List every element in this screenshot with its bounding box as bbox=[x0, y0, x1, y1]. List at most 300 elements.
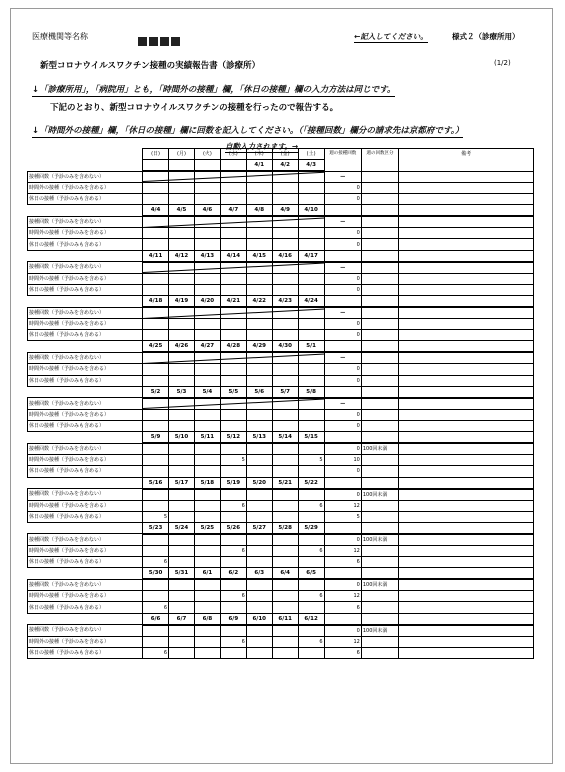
vaccination-cell[interactable] bbox=[194, 307, 220, 319]
overtime-cell[interactable] bbox=[298, 182, 324, 193]
date-row-spacer bbox=[28, 341, 143, 353]
remarks-cell[interactable] bbox=[399, 647, 534, 658]
overtime-cell[interactable] bbox=[143, 319, 169, 330]
vaccination-cell[interactable] bbox=[272, 489, 298, 501]
remarks-cell[interactable] bbox=[399, 273, 534, 284]
overtime-cell[interactable] bbox=[272, 273, 298, 284]
vaccination-cell[interactable] bbox=[169, 443, 195, 455]
date-row-spacer bbox=[28, 386, 143, 398]
remarks-cell[interactable] bbox=[399, 557, 534, 568]
holiday-cell[interactable] bbox=[143, 420, 169, 431]
holiday-cell[interactable] bbox=[298, 194, 324, 205]
holiday-cell[interactable] bbox=[246, 375, 272, 386]
remarks-cell[interactable] bbox=[399, 545, 534, 556]
vaccination-cell[interactable] bbox=[246, 625, 272, 637]
holiday-cell[interactable]: 6 bbox=[143, 647, 169, 658]
overtime-cell[interactable] bbox=[220, 364, 246, 375]
date-cell: 4/29 bbox=[246, 341, 272, 353]
holiday-cell[interactable] bbox=[298, 466, 324, 477]
holiday-cell[interactable] bbox=[246, 511, 272, 522]
vaccination-cell[interactable] bbox=[246, 398, 272, 410]
date-row-spacer bbox=[28, 296, 143, 308]
holiday-cell[interactable] bbox=[169, 375, 195, 386]
remarks-cell[interactable] bbox=[399, 375, 534, 386]
overtime-cell[interactable]: 6 bbox=[220, 545, 246, 556]
remarks-cell[interactable] bbox=[399, 216, 534, 228]
remarks-cell[interactable] bbox=[399, 171, 534, 182]
remarks-cell[interactable] bbox=[399, 489, 534, 501]
remarks-cell[interactable] bbox=[399, 352, 534, 364]
class-blank bbox=[361, 455, 398, 466]
overtime-cell[interactable] bbox=[169, 273, 195, 284]
holiday-cell[interactable] bbox=[272, 466, 298, 477]
overtime-cell[interactable] bbox=[194, 364, 220, 375]
overtime-cell[interactable] bbox=[246, 591, 272, 602]
row-label-holiday: 休日の接種（予診のみも含める） bbox=[28, 466, 143, 477]
holiday-cell[interactable] bbox=[169, 602, 195, 613]
overtime-cell[interactable] bbox=[246, 455, 272, 466]
holiday-cell[interactable] bbox=[194, 239, 220, 250]
overtime-cell[interactable]: 6 bbox=[298, 636, 324, 647]
vaccination-cell[interactable] bbox=[194, 579, 220, 591]
holiday-cell[interactable] bbox=[220, 239, 246, 250]
vaccination-cell[interactable] bbox=[194, 625, 220, 637]
holiday-cell[interactable] bbox=[246, 557, 272, 568]
vaccination-cell[interactable] bbox=[298, 489, 324, 501]
holiday-cell[interactable] bbox=[246, 647, 272, 658]
overtime-cell[interactable] bbox=[272, 364, 298, 375]
vaccination-cell[interactable] bbox=[246, 443, 272, 455]
holiday-cell[interactable] bbox=[298, 511, 324, 522]
date-row-blank bbox=[324, 296, 361, 308]
vaccination-cell[interactable] bbox=[220, 534, 246, 546]
holiday-cell[interactable] bbox=[220, 284, 246, 295]
class-blank bbox=[361, 330, 398, 341]
overtime-cell[interactable] bbox=[169, 591, 195, 602]
class-blank bbox=[361, 466, 398, 477]
date-row-blank bbox=[324, 522, 361, 534]
date-cell: 4/5 bbox=[169, 205, 195, 217]
overtime-cell[interactable]: 6 bbox=[220, 500, 246, 511]
remarks-cell[interactable] bbox=[399, 602, 534, 613]
holiday-cell[interactable] bbox=[298, 420, 324, 431]
overtime-cell[interactable] bbox=[272, 182, 298, 193]
holiday-cell[interactable] bbox=[169, 194, 195, 205]
vaccination-cell[interactable] bbox=[272, 216, 298, 228]
holiday-cell[interactable] bbox=[272, 511, 298, 522]
date-cell: 4/9 bbox=[272, 205, 298, 217]
holiday-cell[interactable] bbox=[169, 511, 195, 522]
holiday-cell[interactable]: 6 bbox=[143, 557, 169, 568]
overtime-cell[interactable] bbox=[143, 591, 169, 602]
overtime-cell[interactable] bbox=[169, 409, 195, 420]
vaccination-cell[interactable] bbox=[246, 579, 272, 591]
overtime-cell[interactable] bbox=[169, 182, 195, 193]
row-label-overtime: 時間外の接種（予診のみを含める） bbox=[28, 545, 143, 556]
weekly-vaccination-total: 0 bbox=[324, 625, 361, 637]
overtime-cell[interactable] bbox=[272, 591, 298, 602]
overtime-cell[interactable] bbox=[246, 182, 272, 193]
overtime-cell[interactable] bbox=[194, 500, 220, 511]
date-row-blank bbox=[399, 386, 534, 398]
overtime-cell[interactable] bbox=[169, 228, 195, 239]
date-cell: 5/28 bbox=[272, 522, 298, 534]
holiday-cell[interactable] bbox=[298, 284, 324, 295]
overtime-cell[interactable] bbox=[143, 545, 169, 556]
overtime-cell[interactable]: 5 bbox=[298, 455, 324, 466]
date-cell: 4/17 bbox=[298, 250, 324, 262]
overtime-cell[interactable] bbox=[194, 319, 220, 330]
class-blank bbox=[361, 647, 398, 658]
vaccination-cell[interactable] bbox=[169, 171, 195, 182]
holiday-cell[interactable] bbox=[169, 557, 195, 568]
remarks-cell[interactable] bbox=[399, 443, 534, 455]
remarks-cell[interactable] bbox=[399, 625, 534, 637]
holiday-cell[interactable]: 5 bbox=[143, 511, 169, 522]
holiday-cell[interactable] bbox=[169, 239, 195, 250]
vaccination-cell[interactable] bbox=[143, 489, 169, 501]
holiday-cell[interactable] bbox=[272, 194, 298, 205]
overtime-cell[interactable] bbox=[246, 500, 272, 511]
holiday-cell[interactable] bbox=[246, 602, 272, 613]
overtime-row bbox=[28, 409, 534, 420]
date-row-spacer bbox=[28, 250, 143, 262]
date-row-blank bbox=[399, 568, 534, 580]
date-cell: 5/19 bbox=[220, 477, 246, 489]
overtime-cell[interactable] bbox=[143, 500, 169, 511]
holiday-cell[interactable] bbox=[246, 420, 272, 431]
holiday-cell[interactable] bbox=[298, 330, 324, 341]
holiday-cell[interactable] bbox=[220, 602, 246, 613]
weekly-holiday-total: 0 bbox=[324, 330, 361, 341]
remarks-cell[interactable] bbox=[399, 398, 534, 410]
vaccination-cell[interactable] bbox=[169, 579, 195, 591]
vaccination-cell[interactable] bbox=[194, 443, 220, 455]
vaccination-cell[interactable] bbox=[272, 443, 298, 455]
vaccination-cell[interactable] bbox=[143, 625, 169, 637]
overtime-cell[interactable] bbox=[194, 228, 220, 239]
holiday-cell[interactable] bbox=[194, 284, 220, 295]
overtime-cell[interactable] bbox=[194, 545, 220, 556]
overtime-cell[interactable] bbox=[272, 409, 298, 420]
remarks-cell[interactable] bbox=[399, 579, 534, 591]
remarks-cell[interactable] bbox=[399, 511, 534, 522]
date-cell: 5/11 bbox=[194, 432, 220, 444]
class-blank bbox=[361, 500, 398, 511]
weekly-vaccination-total: — bbox=[324, 352, 361, 364]
overtime-cell[interactable] bbox=[169, 319, 195, 330]
date-cell: 4/22 bbox=[246, 296, 272, 308]
overtime-cell[interactable]: 6 bbox=[220, 591, 246, 602]
holiday-cell[interactable] bbox=[272, 375, 298, 386]
vaccination-cell[interactable] bbox=[298, 534, 324, 546]
holiday-cell[interactable] bbox=[298, 557, 324, 568]
date-cell: 5/5 bbox=[220, 386, 246, 398]
overtime-cell[interactable] bbox=[298, 228, 324, 239]
date-cell: 5/12 bbox=[220, 432, 246, 444]
holiday-row bbox=[28, 511, 534, 522]
date-cell: 4/11 bbox=[143, 250, 169, 262]
vaccination-cell[interactable] bbox=[194, 534, 220, 546]
overtime-cell[interactable] bbox=[246, 228, 272, 239]
overtime-cell[interactable] bbox=[246, 409, 272, 420]
holiday-cell[interactable] bbox=[272, 420, 298, 431]
overtime-cell[interactable] bbox=[272, 636, 298, 647]
vaccination-cell[interactable] bbox=[246, 171, 272, 182]
remarks-cell[interactable] bbox=[399, 534, 534, 546]
overtime-cell[interactable] bbox=[220, 228, 246, 239]
vaccination-cell[interactable] bbox=[272, 579, 298, 591]
overtime-cell[interactable] bbox=[272, 545, 298, 556]
overtime-cell[interactable] bbox=[143, 273, 169, 284]
holiday-cell[interactable] bbox=[194, 375, 220, 386]
vaccination-cell[interactable] bbox=[220, 625, 246, 637]
overtime-cell[interactable]: 6 bbox=[298, 591, 324, 602]
vaccination-cell[interactable] bbox=[272, 625, 298, 637]
date-cell: 5/16 bbox=[143, 477, 169, 489]
date-row-blank bbox=[399, 250, 534, 262]
remarks-cell[interactable] bbox=[399, 455, 534, 466]
holiday-cell[interactable] bbox=[246, 330, 272, 341]
holiday-cell[interactable] bbox=[272, 647, 298, 658]
overtime-cell[interactable] bbox=[169, 636, 195, 647]
holiday-cell[interactable]: 6 bbox=[143, 602, 169, 613]
remarks-cell[interactable] bbox=[399, 239, 534, 250]
vaccination-cell[interactable] bbox=[298, 579, 324, 591]
overtime-cell[interactable] bbox=[194, 455, 220, 466]
overtime-cell[interactable] bbox=[298, 364, 324, 375]
weekly-class bbox=[361, 398, 398, 410]
remarks-cell[interactable] bbox=[399, 182, 534, 193]
remarks-cell[interactable] bbox=[399, 307, 534, 319]
overtime-cell[interactable] bbox=[272, 455, 298, 466]
vaccination-cell[interactable] bbox=[194, 489, 220, 501]
overtime-cell[interactable] bbox=[220, 409, 246, 420]
date-cell: 6/1 bbox=[194, 568, 220, 580]
date-row-blank bbox=[324, 613, 361, 625]
overtime-cell[interactable] bbox=[194, 182, 220, 193]
holiday-cell[interactable] bbox=[169, 284, 195, 295]
overtime-cell[interactable] bbox=[143, 409, 169, 420]
holiday-cell[interactable] bbox=[220, 511, 246, 522]
vaccination-cell[interactable] bbox=[246, 534, 272, 546]
remarks-cell[interactable] bbox=[399, 330, 534, 341]
overtime-cell[interactable] bbox=[246, 273, 272, 284]
overtime-row bbox=[28, 545, 534, 556]
vaccination-row bbox=[28, 307, 534, 319]
page-number: (1/2) bbox=[494, 59, 511, 67]
row-label-overtime: 時間外の接種（予診のみを含める） bbox=[28, 319, 143, 330]
holiday-cell[interactable] bbox=[194, 466, 220, 477]
holiday-cell[interactable] bbox=[246, 466, 272, 477]
remarks-cell[interactable] bbox=[399, 500, 534, 511]
overtime-cell[interactable] bbox=[169, 455, 195, 466]
row-label-holiday: 休日の接種（予診のみも含める） bbox=[28, 194, 143, 205]
date-row-blank bbox=[361, 250, 398, 262]
holiday-cell[interactable] bbox=[143, 466, 169, 477]
overtime-cell[interactable]: 6 bbox=[298, 545, 324, 556]
overtime-cell[interactable] bbox=[298, 273, 324, 284]
weekday-4: (木) bbox=[246, 149, 272, 160]
vaccination-cell[interactable] bbox=[169, 398, 195, 410]
weekly-overtime-total: 12 bbox=[324, 545, 361, 556]
overtime-cell[interactable] bbox=[143, 636, 169, 647]
date-row-blank bbox=[361, 522, 398, 534]
overtime-cell[interactable] bbox=[143, 455, 169, 466]
vaccination-cell[interactable] bbox=[169, 625, 195, 637]
weekly-holiday-total: 0 bbox=[324, 284, 361, 295]
holiday-cell[interactable] bbox=[194, 194, 220, 205]
vaccination-cell[interactable] bbox=[272, 307, 298, 319]
holiday-cell[interactable] bbox=[298, 647, 324, 658]
overtime-cell[interactable] bbox=[246, 319, 272, 330]
holiday-cell[interactable] bbox=[246, 194, 272, 205]
remarks-cell[interactable] bbox=[399, 591, 534, 602]
form-label: 様式２（診療所用） bbox=[452, 32, 520, 41]
holiday-cell[interactable] bbox=[272, 284, 298, 295]
overtime-cell[interactable] bbox=[246, 636, 272, 647]
overtime-cell[interactable] bbox=[169, 364, 195, 375]
date-row bbox=[28, 613, 534, 625]
overtime-cell[interactable] bbox=[169, 545, 195, 556]
overtime-cell[interactable] bbox=[143, 228, 169, 239]
holiday-cell[interactable] bbox=[194, 647, 220, 658]
holiday-cell[interactable] bbox=[272, 330, 298, 341]
holiday-cell[interactable] bbox=[298, 602, 324, 613]
date-row bbox=[28, 250, 534, 262]
overtime-cell[interactable] bbox=[220, 182, 246, 193]
vaccination-cell[interactable] bbox=[220, 443, 246, 455]
report-table bbox=[27, 148, 534, 659]
overtime-cell[interactable] bbox=[143, 182, 169, 193]
overtime-cell[interactable] bbox=[143, 364, 169, 375]
date-cell: 6/8 bbox=[194, 613, 220, 625]
holiday-cell[interactable] bbox=[220, 330, 246, 341]
holiday-cell[interactable] bbox=[194, 511, 220, 522]
holiday-cell[interactable] bbox=[220, 194, 246, 205]
date-cell: 4/23 bbox=[272, 296, 298, 308]
holiday-cell[interactable] bbox=[143, 330, 169, 341]
remarks-cell[interactable] bbox=[399, 364, 534, 375]
remarks-cell[interactable] bbox=[399, 636, 534, 647]
remarks-cell[interactable] bbox=[399, 262, 534, 274]
vaccination-cell[interactable] bbox=[169, 534, 195, 546]
holiday-cell[interactable] bbox=[194, 602, 220, 613]
holiday-cell[interactable] bbox=[220, 375, 246, 386]
overtime-cell[interactable] bbox=[272, 319, 298, 330]
holiday-cell[interactable] bbox=[194, 557, 220, 568]
overtime-cell[interactable] bbox=[246, 364, 272, 375]
weekly-class: 100回未満 bbox=[361, 625, 398, 637]
holiday-cell[interactable] bbox=[298, 239, 324, 250]
vaccination-cell[interactable] bbox=[194, 216, 220, 228]
overtime-cell[interactable] bbox=[169, 500, 195, 511]
holiday-cell[interactable] bbox=[143, 284, 169, 295]
weekly-class: 100回未満 bbox=[361, 443, 398, 455]
overtime-cell[interactable] bbox=[272, 228, 298, 239]
holiday-cell[interactable] bbox=[272, 602, 298, 613]
holiday-cell[interactable] bbox=[169, 330, 195, 341]
date-cell: 4/26 bbox=[169, 341, 195, 353]
overtime-cell[interactable] bbox=[194, 273, 220, 284]
overtime-cell[interactable] bbox=[220, 319, 246, 330]
date-cell: 4/20 bbox=[194, 296, 220, 308]
date-cell: 5/10 bbox=[169, 432, 195, 444]
remarks-cell[interactable] bbox=[399, 420, 534, 431]
holiday-cell[interactable] bbox=[143, 375, 169, 386]
overtime-cell[interactable] bbox=[246, 545, 272, 556]
remarks-cell[interactable] bbox=[399, 409, 534, 420]
remarks-cell[interactable] bbox=[399, 194, 534, 205]
vaccination-cell[interactable] bbox=[220, 579, 246, 591]
vaccination-cell[interactable] bbox=[298, 443, 324, 455]
vaccination-cell[interactable] bbox=[220, 489, 246, 501]
holiday-cell[interactable] bbox=[169, 466, 195, 477]
holiday-cell[interactable] bbox=[246, 239, 272, 250]
overtime-cell[interactable] bbox=[298, 409, 324, 420]
holiday-cell[interactable] bbox=[194, 330, 220, 341]
vaccination-cell[interactable] bbox=[143, 579, 169, 591]
holiday-cell[interactable] bbox=[143, 239, 169, 250]
remarks-cell[interactable] bbox=[399, 319, 534, 330]
holiday-cell[interactable] bbox=[272, 239, 298, 250]
date-row-spacer bbox=[28, 205, 143, 217]
row-label-holiday: 休日の接種（予診のみも含める） bbox=[28, 647, 143, 658]
date-row-blank bbox=[399, 341, 534, 353]
remarks-cell[interactable] bbox=[399, 228, 534, 239]
weekly-vaccination-total: — bbox=[324, 262, 361, 274]
overtime-cell[interactable]: 6 bbox=[220, 636, 246, 647]
holiday-cell[interactable] bbox=[246, 284, 272, 295]
vaccination-cell[interactable] bbox=[272, 534, 298, 546]
remarks-cell[interactable] bbox=[399, 284, 534, 295]
holiday-cell[interactable] bbox=[169, 420, 195, 431]
holiday-cell[interactable] bbox=[220, 466, 246, 477]
holiday-cell[interactable] bbox=[220, 557, 246, 568]
remarks-cell[interactable] bbox=[399, 466, 534, 477]
holiday-cell[interactable] bbox=[220, 420, 246, 431]
vaccination-cell[interactable] bbox=[246, 489, 272, 501]
date-row-blank bbox=[361, 432, 398, 444]
weekday-3: (水) bbox=[220, 149, 246, 160]
holiday-cell[interactable] bbox=[194, 420, 220, 431]
overtime-cell[interactable] bbox=[298, 319, 324, 330]
vaccination-cell[interactable] bbox=[143, 443, 169, 455]
holiday-cell[interactable] bbox=[298, 375, 324, 386]
overtime-cell[interactable] bbox=[220, 273, 246, 284]
overtime-cell[interactable] bbox=[194, 409, 220, 420]
weekly-vaccination-total: 0 bbox=[324, 579, 361, 591]
vaccination-cell[interactable] bbox=[298, 625, 324, 637]
statement-text: 下記のとおり、新型コロナウイルスワクチンの接種を行ったので報告する。 bbox=[50, 103, 339, 113]
overtime-cell[interactable] bbox=[272, 500, 298, 511]
vaccination-row bbox=[28, 216, 534, 228]
holiday-cell[interactable] bbox=[220, 647, 246, 658]
date-cell: 6/12 bbox=[298, 613, 324, 625]
holiday-cell[interactable] bbox=[169, 647, 195, 658]
weekday-6: (土) bbox=[298, 149, 324, 160]
vaccination-cell[interactable] bbox=[143, 534, 169, 546]
overtime-cell[interactable] bbox=[194, 591, 220, 602]
overtime-cell[interactable] bbox=[194, 636, 220, 647]
overtime-cell[interactable]: 5 bbox=[220, 455, 246, 466]
holiday-cell[interactable] bbox=[272, 557, 298, 568]
date-cell: 5/13 bbox=[246, 432, 272, 444]
overtime-cell[interactable]: 6 bbox=[298, 500, 324, 511]
date-cell: 5/4 bbox=[194, 386, 220, 398]
holiday-cell[interactable] bbox=[143, 194, 169, 205]
vaccination-cell[interactable] bbox=[169, 489, 195, 501]
